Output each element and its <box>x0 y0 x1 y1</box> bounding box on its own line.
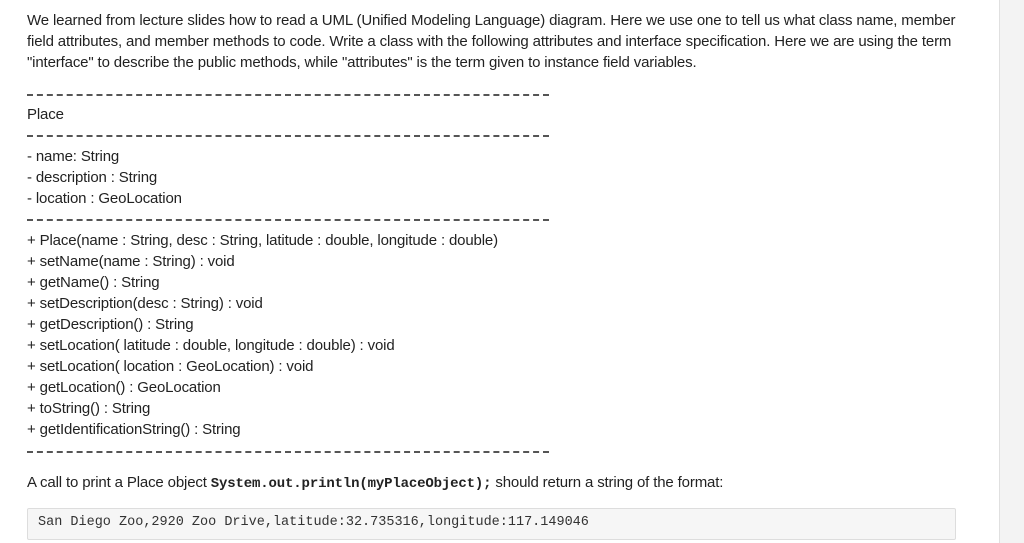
uml-attribute: - location : GeoLocation <box>27 190 182 207</box>
intro-paragraph: We learned from lecture slides how to read a UML (Unified Modeling Language) diagram. Here we use one to tell us what class name, member field attributes, and member methods to code. Write a class with the following attributes and interface specification. Here we are using the term "interface" to describe the public methods, while "attributes" is the term given to instance field variables. <box>27 12 956 71</box>
print-call-sentence <box>27 472 723 495</box>
uml-divider-bottom <box>27 451 549 453</box>
right-scroll-strip[interactable] <box>999 0 1024 543</box>
uml-divider-class <box>27 135 549 137</box>
example-output-box <box>27 508 956 540</box>
example-output-text: San Diego Zoo,2920 Zoo Drive,latitude:32.735316,longitude:117.149046 <box>38 515 589 530</box>
uml-attribute: - description : String <box>27 169 158 186</box>
print-call-suffix: should return a string of the format: <box>491 474 724 491</box>
uml-method: + setLocation( location : GeoLocation) : void <box>27 358 314 375</box>
uml-method: + setDescription(desc : String) : void <box>27 295 263 312</box>
print-call-prefix: A call to print a Place object <box>27 474 211 491</box>
uml-method: + setName(name : String) : void <box>27 253 235 270</box>
uml-method: + setLocation( latitude : double, longitude : double) : void <box>27 337 395 354</box>
uml-method: + Place(name : String, desc : String, latitude : double, longitude : double) <box>27 232 498 249</box>
uml-class-name: Place <box>27 106 64 123</box>
uml-method: + getLocation() : GeoLocation <box>27 379 221 396</box>
uml-divider-top <box>27 94 549 96</box>
uml-attribute: - name: String <box>27 148 120 165</box>
uml-divider-attributes <box>27 219 549 221</box>
uml-method: + getName() : String <box>27 274 160 291</box>
uml-method: + toString() : String <box>27 400 151 417</box>
uml-method: + getIdentificationString() : String <box>27 421 241 438</box>
uml-method: + getDescription() : String <box>27 316 194 333</box>
print-call-code: System.out.println(myPlaceObject); <box>210 476 492 492</box>
